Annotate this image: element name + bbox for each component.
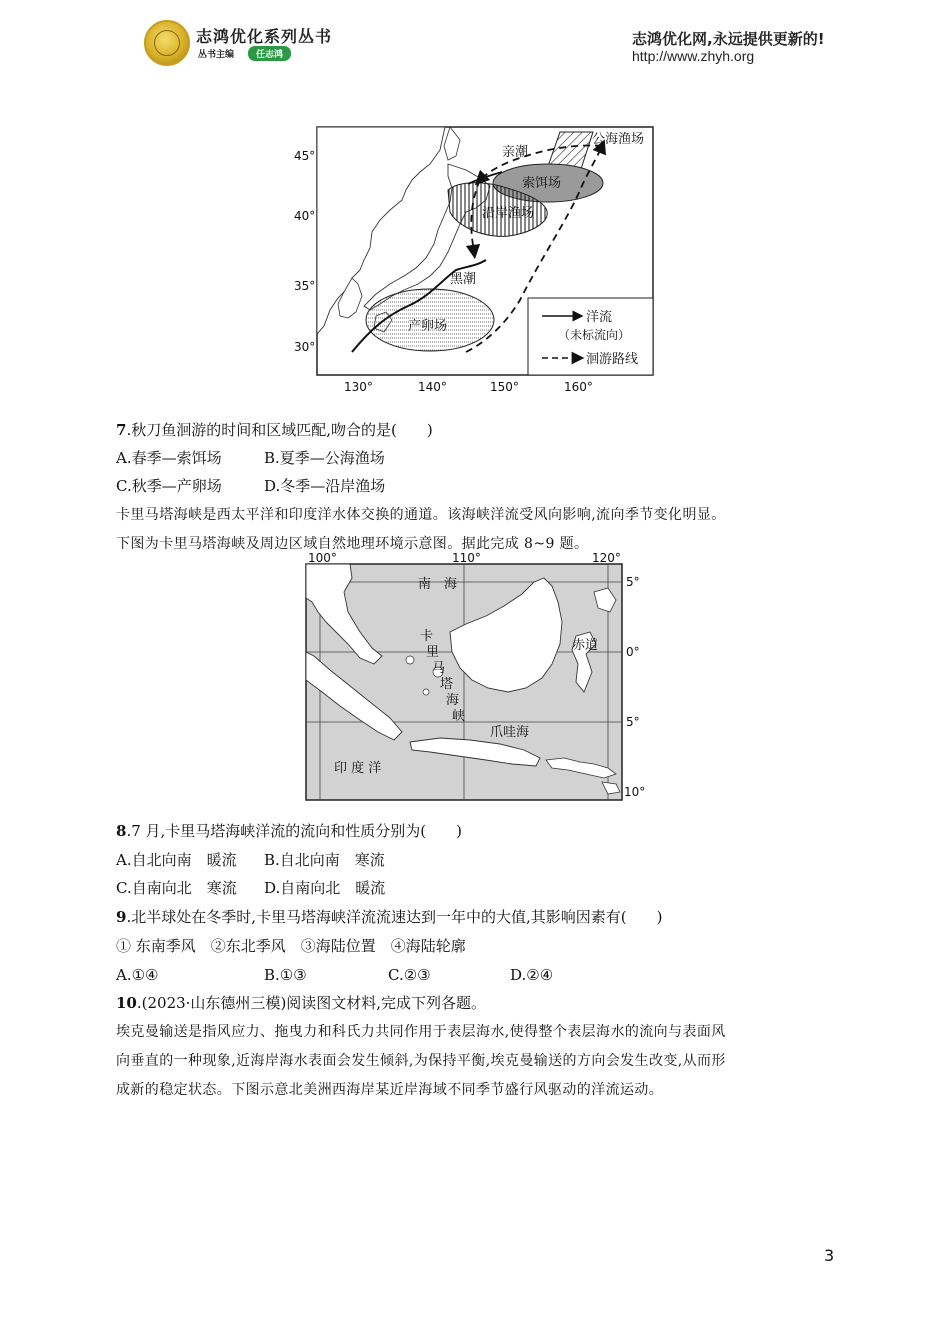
passage-line: 卡里马塔海峡是西太平洋和印度洋水体交换的通道。该海峡洋流受风向影响,流向季节变化明显。: [116, 507, 726, 523]
q10-stem: 10.(2023·山东德州三模)阅读图文材料,完成下列各题。: [116, 994, 487, 1012]
q9-factors: ① 东南季风 ②东北季风 ③海陆位置 ④海陆轮廓: [116, 937, 466, 955]
q7-option-b[interactable]: B.夏季—公海渔场: [264, 449, 385, 467]
q8-option-a[interactable]: A.自北向南 暖流: [116, 851, 237, 869]
lon-label: 160°: [564, 380, 593, 394]
q10-text: 向垂直的一种现象,近海岸海水表面会发生倾斜,为保持平衡,埃克曼输送的方向会发生改变,从而形: [116, 1053, 726, 1069]
lon-label: 140°: [418, 380, 447, 394]
q9-option-b[interactable]: B.①③: [264, 966, 307, 984]
saury-migration-map: [280, 120, 670, 395]
lat-label: 40°: [294, 209, 316, 223]
label-strait-char: 卡: [420, 629, 434, 644]
lon-label: 100°: [308, 552, 337, 565]
q10-text: 成新的稳定状态。下图示意北美洲西海岸某近岸海域不同季节盛行风驱动的洋流运动。: [116, 1082, 664, 1098]
page-number: 3: [824, 1246, 835, 1265]
q10-text: 埃克曼输送是指风应力、拖曳力和科氏力共同作用于表层海水,使得整个表层海水的流向与表面风: [116, 1024, 726, 1040]
label-strait-char: 峡: [452, 709, 466, 724]
q7-option-c[interactable]: C.秋季—产卵场: [116, 477, 222, 495]
q7-option-a[interactable]: A.春季—索饵场: [116, 449, 222, 467]
lat-label: 45°: [294, 149, 316, 163]
lat-label: 0°: [626, 645, 640, 659]
label-strait-char: 塔: [440, 677, 454, 692]
slogan: 志鸿优化网,永远提供更新的!: [632, 30, 825, 48]
q9-option-c[interactable]: C.②③: [388, 966, 431, 984]
label-oyashio: 亲潮: [502, 145, 529, 160]
label-java-sea: 爪哇海: [490, 725, 530, 740]
q8-stem: 8.7 月,卡里马塔海峡洋流的流向和性质分别为( ): [116, 822, 462, 840]
q7-stem: 7.秋刀鱼洄游的时间和区域匹配,吻合的是( ): [116, 421, 433, 439]
q9-option-a[interactable]: A.①④: [116, 966, 159, 984]
label-south-china-sea: 南 海: [418, 577, 458, 592]
legend-current-note: （未标流向）: [558, 328, 631, 342]
passage-line: 下图为卡里马塔海峡及周边区域自然地理环境示意图。据此完成 8~9 题。: [116, 536, 589, 552]
label-coastal: 沿岸渔场: [482, 206, 535, 221]
label-indian-ocean: 印 度 洋: [334, 761, 382, 776]
label-spawning: 产卵场: [408, 319, 448, 334]
label-equator: 赤道: [572, 638, 599, 653]
label-feeding: 索饵场: [522, 176, 562, 191]
lon-label: 130°: [344, 380, 373, 394]
site-url[interactable]: http://www.zhyh.org: [632, 48, 755, 64]
q9-option-d[interactable]: D.②④: [510, 966, 554, 984]
q8-option-b[interactable]: B.自北向南 寒流: [264, 851, 385, 869]
label-strait-char: 里: [426, 645, 440, 660]
lat-label: 30°: [294, 340, 316, 354]
lon-label: 110°: [452, 552, 481, 565]
karimata-strait-map: [290, 552, 660, 802]
lat-label: 35°: [294, 279, 316, 293]
q8-option-c[interactable]: C.自南向北 寒流: [116, 879, 237, 897]
q7-option-d[interactable]: D.冬季—沿岸渔场: [264, 477, 386, 495]
editor-label: 丛书主编: [198, 50, 235, 60]
lat-label: 5°: [626, 575, 640, 589]
label-strait-char: 马: [432, 661, 446, 676]
label-strait-char: 海: [446, 693, 460, 708]
label-kuroshio: 黑潮: [450, 272, 477, 287]
series-title: 志鸿优化系列丛书: [196, 27, 333, 46]
legend-current: 洋流: [586, 310, 613, 325]
legend-route: 洄游路线: [586, 352, 639, 367]
lat-label: 5°: [626, 715, 640, 729]
label-high-sea: 公海渔场: [592, 132, 645, 147]
lat-label: 10°: [624, 785, 646, 799]
publisher-logo: [144, 20, 190, 66]
q8-option-d[interactable]: D.自南向北 暖流: [264, 879, 386, 897]
editor-name: 任志鸿: [248, 46, 291, 61]
lon-label: 120°: [592, 552, 621, 565]
q9-stem: 9.北半球处在冬季时,卡里马塔海峡洋流流速达到一年中的大值,其影响因素有( ): [116, 908, 663, 926]
lon-label: 150°: [490, 380, 519, 394]
